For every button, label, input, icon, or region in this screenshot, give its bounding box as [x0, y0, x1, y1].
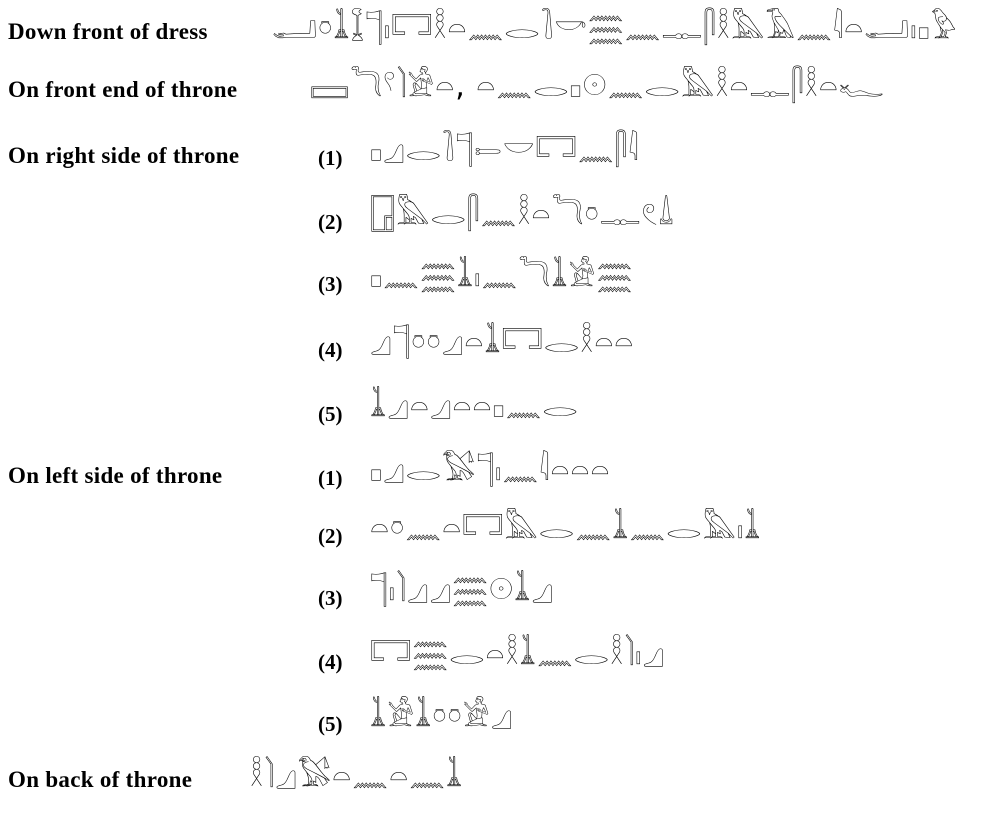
hieroglyph-line: 𓍞𓈎𓏏𓈎𓏏𓏏𓊪𓈖𓂋	[370, 389, 579, 424]
hieroglyph-line: 𓉐𓈗𓂋𓏏𓎛𓍞𓈖𓂋𓎛𓌙𓏤𓈎	[370, 637, 666, 672]
line-enumerator: (2)	[318, 524, 343, 548]
section-label: On back of throne	[8, 767, 193, 792]
hieroglyph-line: 𓊹𓏤𓌙𓈎𓈎𓈗𓇳𓍞𓈎	[370, 573, 554, 608]
line-enumerator: (5)	[318, 402, 343, 426]
line-enumerator: (4)	[318, 338, 343, 362]
line-enumerator: (3)	[318, 272, 343, 296]
hieroglyph-line: 𓍞𓀀𓍞𓏌𓏌𓀀𓈎	[370, 699, 514, 734]
hieroglyph-line: 𓊪𓈎𓂋𓅄𓊹𓏤𓈖𓇋𓏏𓏏𓏏	[370, 453, 611, 488]
line-enumerator: (2)	[318, 210, 343, 234]
section-label: On right side of throne	[8, 143, 240, 168]
line-enumerator: (4)	[318, 650, 343, 674]
hieroglyph-line: 𓉗𓅓𓂋𓋴𓈖𓎛𓏏𓆓𓏌𓊃𓏲𓍑	[370, 197, 675, 232]
line-enumerator: (1)	[318, 466, 343, 490]
line-enumerator: (1)	[318, 146, 343, 170]
hieroglyph-line: 𓏏𓏌𓈖𓏏𓉐𓅓𓂋𓈖𓍞𓈖𓂋𓅓𓏤𓍞	[370, 511, 762, 546]
section-label: On front end of throne	[8, 77, 238, 102]
hieroglyph-line: 𓈙𓆓𓍢𓌙𓀀𓏏, 𓏏𓈖𓂋𓊪𓇳𓈖𓂋𓅓𓎛𓏏𓊃𓋴𓎛𓏏𓆑	[310, 69, 885, 104]
line-enumerator: (5)	[318, 712, 343, 736]
hieroglyph-line: 𓊪𓈖𓈗𓍞𓏤𓈖𓆓𓍞𓀀𓈗	[370, 259, 634, 294]
line-enumerator: (3)	[318, 586, 343, 610]
hieroglyph-line: 𓊪𓈎𓂋𓍘𓊹𓍿𓎟𓉐𓈖𓋴𓇋	[370, 133, 640, 168]
hieroglyph-line: 𓎛𓌙𓈎𓅄𓏏𓈖𓏏𓈖𓍞	[250, 759, 464, 794]
hieroglyph-line: 𓈎𓊹𓏌𓏌𓈎𓏏𓍞𓉐𓂋𓎛𓏏𓏏	[370, 325, 635, 360]
section-label: Down front of dress	[8, 19, 208, 44]
section-label: On left side of throne	[8, 463, 223, 488]
hieroglyph-line: 𓂝𓏌𓍞𓆼𓊹𓏤𓉐𓎛𓏏𓈖𓂋𓍘𓎡𓈗𓈖𓊃𓋴𓎛𓅓𓄿𓈖𓇋𓏏𓂝𓏤𓊪𓅱	[272, 11, 958, 46]
